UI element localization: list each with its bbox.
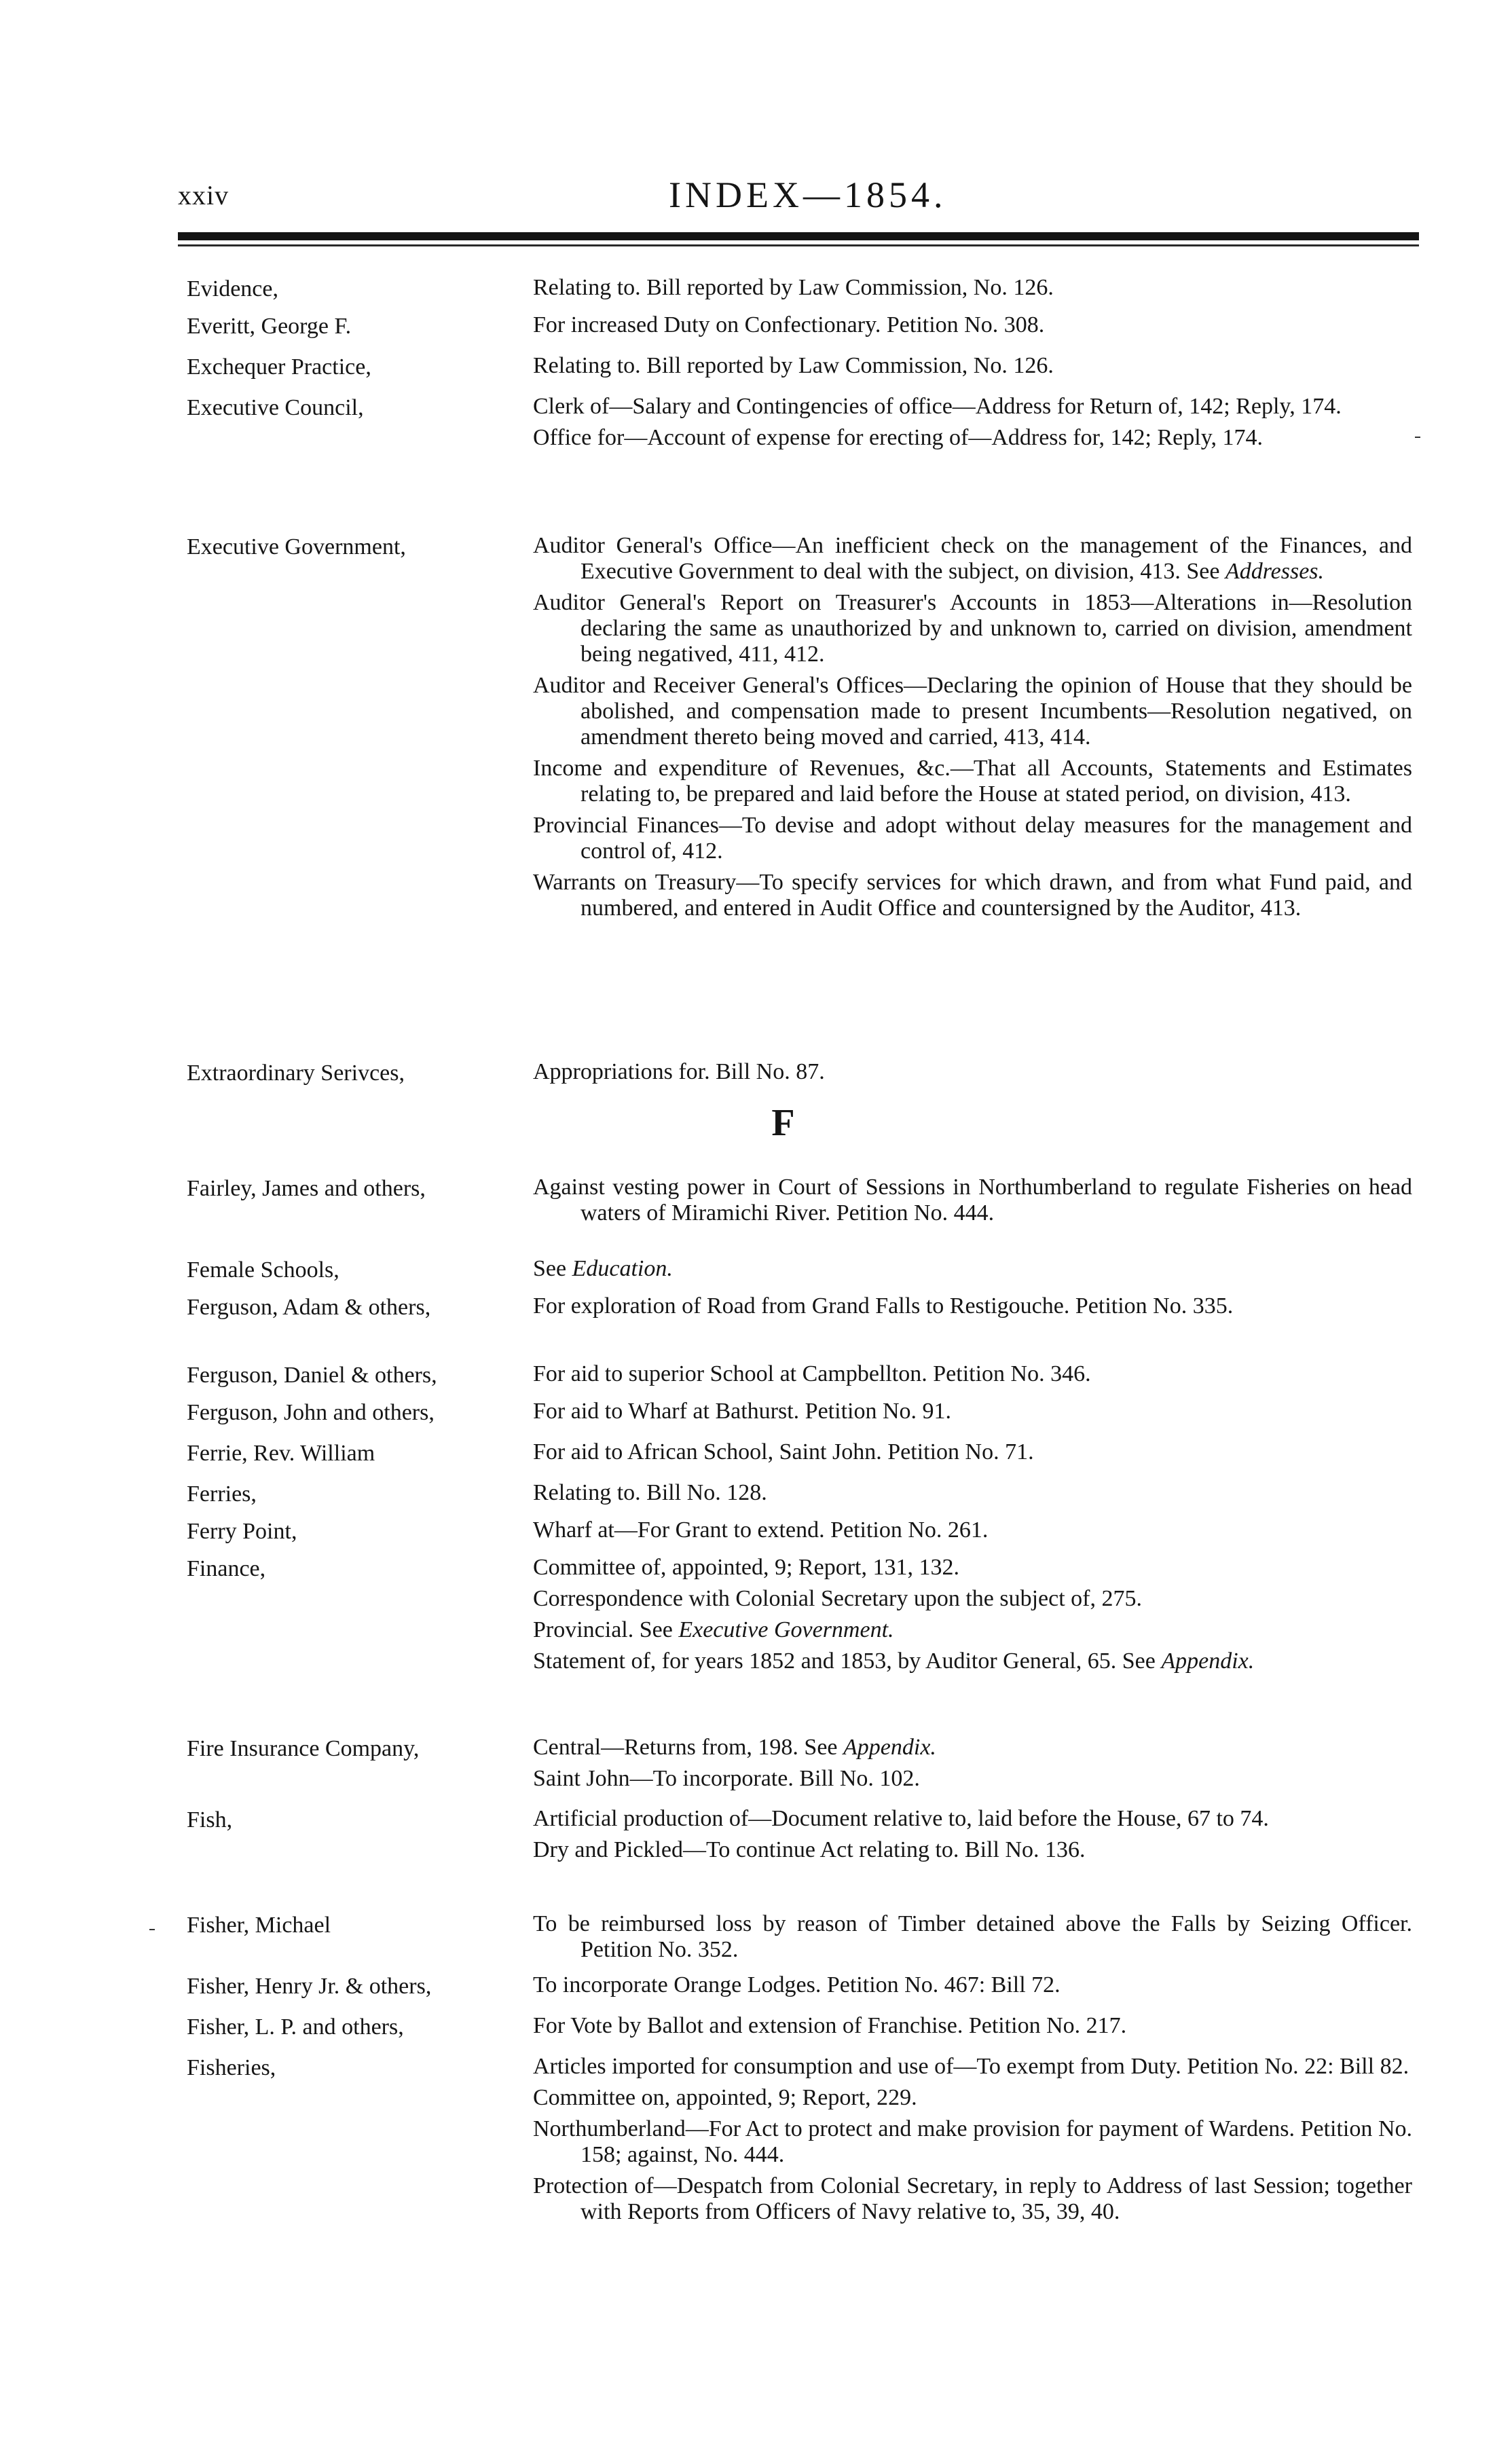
entry-heading: Executive Council, bbox=[187, 395, 364, 420]
entry-references bbox=[533, 1293, 1412, 1325]
reference-text: For increased Duty on Confectionary. Petition No. 308. bbox=[533, 312, 1045, 337]
cross-reference: Appendix. bbox=[843, 1735, 936, 1760]
reference-text: Artificial production of—Document relative to, laid before the House, 67 to 74. bbox=[533, 1806, 1269, 1831]
reference-line bbox=[533, 1837, 1412, 1863]
reference-text: Wharf at—For Grant to extend. Petition No. 261. bbox=[533, 1517, 989, 1543]
entry-references bbox=[533, 1439, 1412, 1471]
entry-heading: Exchequer Practice, bbox=[187, 354, 371, 380]
reference-text: Provincial. See bbox=[533, 1617, 679, 1642]
reference-text: Dry and Pickled—To continue Act relating to. Bill No. 136. bbox=[533, 1837, 1086, 1862]
reference-line bbox=[533, 2116, 1412, 2168]
reference-text: Relating to. Bill No. 128. bbox=[533, 1480, 767, 1505]
reference-text: Relating to. Bill reported by Law Commission, No. 126. bbox=[533, 353, 1054, 378]
cross-reference: Executive Government. bbox=[678, 1617, 894, 1642]
entry-heading: Ferries, bbox=[187, 1481, 257, 1507]
reference-text: For aid to Wharf at Bathurst. Petition No. 91. bbox=[533, 1399, 952, 1424]
cross-reference: Addresses. bbox=[1225, 559, 1325, 584]
entry-heading: Ferry Point, bbox=[187, 1519, 297, 1544]
header-rule-thin bbox=[178, 244, 1419, 246]
reference-text: Office for—Account of expense for erecting of—Address for, 142; Reply, 174. bbox=[533, 425, 1263, 450]
entry-heading: Fisher, L. P. and others, bbox=[187, 2014, 404, 2040]
reference-text: Committee on, appointed, 9; Report, 229. bbox=[533, 2085, 917, 2110]
reference-line bbox=[533, 813, 1412, 864]
entry-references bbox=[533, 1399, 1412, 1430]
page-number: xxiv bbox=[178, 180, 229, 210]
reference-text: Central—Returns from, 198. See bbox=[533, 1735, 844, 1760]
entry-heading: Everitt, George F. bbox=[187, 314, 352, 339]
reference-line bbox=[533, 1256, 1412, 1282]
reference-text: See bbox=[533, 1256, 572, 1281]
reference-line bbox=[533, 1766, 1412, 1792]
entry-references bbox=[533, 394, 1412, 456]
entry-references bbox=[533, 1972, 1412, 2004]
reference-line bbox=[533, 1617, 1412, 1643]
reference-text: Clerk of—Salary and Contingencies of office—Address for Return of, 142; Reply, 174. bbox=[533, 394, 1342, 419]
reference-line bbox=[533, 1517, 1412, 1543]
reference-line bbox=[533, 1586, 1412, 1612]
reference-line bbox=[533, 312, 1412, 338]
entry-heading: Finance, bbox=[187, 1556, 266, 1581]
reference-line bbox=[533, 673, 1412, 750]
section-letter bbox=[0, 1101, 1512, 1145]
entry-heading: Ferrie, Rev. William bbox=[187, 1441, 375, 1466]
reference-line bbox=[533, 1293, 1412, 1319]
reference-text: Northumberland—For Act to protect and make provision for payment of Wardens. Petition No. 158; against, No. 444. bbox=[533, 2116, 1412, 2167]
entry-heading: Fisheries, bbox=[187, 2055, 276, 2080]
reference-text: Committee of, appointed, 9; Report, 131, 132. bbox=[533, 1555, 959, 1580]
reference-line bbox=[533, 1648, 1412, 1674]
margin-mark bbox=[149, 1929, 155, 1930]
reference-line bbox=[533, 2013, 1412, 2039]
cross-reference: Appendix. bbox=[1161, 1648, 1255, 1674]
reference-text: For aid to African School, Saint John. Petition No. 71. bbox=[533, 1439, 1034, 1464]
reference-text: Protection of—Despatch from Colonial Secretary, in reply to Address of last Session; together with Reports from Officers of Navy relative to, 35, 39, 40. bbox=[533, 2173, 1412, 2224]
entry-heading: Executive Government, bbox=[187, 534, 406, 559]
reference-line bbox=[533, 1972, 1412, 1998]
entry-heading: Fisher, Henry Jr. & others, bbox=[187, 1974, 432, 1999]
reference-line bbox=[533, 1439, 1412, 1465]
cross-reference: Education. bbox=[572, 1256, 673, 1281]
entry-references bbox=[533, 1480, 1412, 1511]
reference-text: To be reimbursed loss by reason of Timber detained above the Falls by Seizing Officer. Petition No. 352. bbox=[533, 1911, 1412, 1962]
entry-references bbox=[533, 533, 1412, 927]
entry-heading: Fish, bbox=[187, 1807, 233, 1832]
reference-line bbox=[533, 1555, 1412, 1581]
reference-line bbox=[533, 590, 1412, 667]
margin-mark bbox=[1415, 437, 1420, 438]
entry-references bbox=[533, 1256, 1412, 1287]
entry-references bbox=[533, 2013, 1412, 2044]
header-rule-thick bbox=[178, 232, 1419, 240]
reference-line bbox=[533, 1175, 1412, 1226]
page-header bbox=[0, 0, 1512, 272]
entry-heading: Fire Insurance Company, bbox=[187, 1736, 420, 1761]
reference-text: Warrants on Treasury—To specify services for which drawn, and from what Fund paid, and numbered, and entered in Audit Office and countersigned by the Auditor, 413. bbox=[533, 870, 1412, 921]
entry-heading: Ferguson, John and others, bbox=[187, 1400, 435, 1425]
reference-line bbox=[533, 1806, 1412, 1832]
reference-text: Appropriations for. Bill No. 87. bbox=[533, 1059, 825, 1084]
reference-line bbox=[533, 425, 1412, 451]
reference-text: Provincial Finances—To devise and adopt without delay measures for the management and control of, 412. bbox=[533, 813, 1412, 864]
reference-line bbox=[533, 1399, 1412, 1424]
entry-heading: Ferguson, Adam & others, bbox=[187, 1295, 431, 1320]
reference-line bbox=[533, 2054, 1412, 2080]
reference-line bbox=[533, 533, 1412, 585]
entry-references bbox=[533, 275, 1412, 306]
reference-line bbox=[533, 2085, 1412, 2111]
entry-references bbox=[533, 2054, 1412, 2230]
reference-text: Relating to. Bill reported by Law Commission, No. 126. bbox=[533, 275, 1054, 300]
running-title: INDEX—1854. bbox=[669, 174, 947, 215]
entry-references bbox=[533, 1806, 1412, 1868]
reference-text: Auditor General's Office—An inefficient check on the management of the Finances, and Executive Government to deal with the subject, on division, 413. See bbox=[533, 533, 1412, 584]
reference-line bbox=[533, 394, 1412, 420]
reference-text: For exploration of Road from Grand Falls to Restigouche. Petition No. 335. bbox=[533, 1293, 1234, 1319]
reference-line bbox=[533, 1059, 1412, 1085]
reference-line bbox=[533, 275, 1412, 301]
reference-text: For aid to superior School at Campbellton. Petition No. 346. bbox=[533, 1361, 1091, 1386]
entry-references bbox=[533, 1735, 1412, 1797]
reference-line bbox=[533, 353, 1412, 379]
entry-references bbox=[533, 312, 1412, 344]
entry-references bbox=[533, 1175, 1412, 1232]
entry-references bbox=[533, 1555, 1412, 1680]
reference-text: Against vesting power in Court of Sessions in Northumberland to regulate Fisheries on head waters of Miramichi River. Petition No. 444. bbox=[533, 1175, 1412, 1226]
entry-heading: Ferguson, Daniel & others, bbox=[187, 1363, 437, 1388]
reference-line bbox=[533, 1911, 1412, 1963]
reference-line bbox=[533, 756, 1412, 807]
entry-heading: Fairley, James and others, bbox=[187, 1176, 426, 1201]
entry-references bbox=[533, 1517, 1412, 1549]
reference-line bbox=[533, 1735, 1412, 1761]
entry-references bbox=[533, 353, 1412, 384]
reference-text: For Vote by Ballot and extension of Franchise. Petition No. 217. bbox=[533, 2013, 1127, 2038]
entry-references bbox=[533, 1911, 1412, 1968]
reference-text: Auditor General's Report on Treasurer's Accounts in 1853—Alterations in—Resolution declaring the same as unauthorized by and unknown to, carried on division, amendment being negatived, 411, 412. bbox=[533, 590, 1412, 667]
section-letter-glyph: F bbox=[771, 1102, 795, 1144]
reference-text: Auditor and Receiver General's Offices—Declaring the opinion of House that they should be abolished, and compensation made to present Incumbents—Resolution negatived, on amendment thereto being moved and carried, 413, 414. bbox=[533, 673, 1412, 750]
entry-heading: Extraordinary Serivces, bbox=[187, 1061, 405, 1086]
reference-text: To incorporate Orange Lodges. Petition No. 467: Bill 72. bbox=[533, 1972, 1061, 1997]
reference-text: Saint John—To incorporate. Bill No. 102. bbox=[533, 1766, 920, 1791]
reference-text: Income and expenditure of Revenues, &c.—That all Accounts, Statements and Estimates relating to, be prepared and laid before the House at stated period, on division, 413. bbox=[533, 756, 1412, 807]
index-entries bbox=[0, 272, 1512, 2451]
entry-references bbox=[533, 1059, 1412, 1090]
entry-heading: Evidence, bbox=[187, 276, 278, 301]
reference-line bbox=[533, 1361, 1412, 1387]
reference-text: Correspondence with Colonial Secretary upon the subject of, 275. bbox=[533, 1586, 1142, 1611]
reference-line bbox=[533, 870, 1412, 921]
entry-references bbox=[533, 1361, 1412, 1393]
reference-line bbox=[533, 1480, 1412, 1506]
reference-text: Statement of, for years 1852 and 1853, by Auditor General, 65. See bbox=[533, 1648, 1162, 1674]
reference-line bbox=[533, 2173, 1412, 2225]
entry-heading: Fisher, Michael bbox=[187, 1913, 331, 1938]
entry-heading: Female Schools, bbox=[187, 1257, 339, 1283]
reference-text: Articles imported for consumption and use of—To exempt from Duty. Petition No. 22: Bill 82. bbox=[533, 2054, 1409, 2079]
